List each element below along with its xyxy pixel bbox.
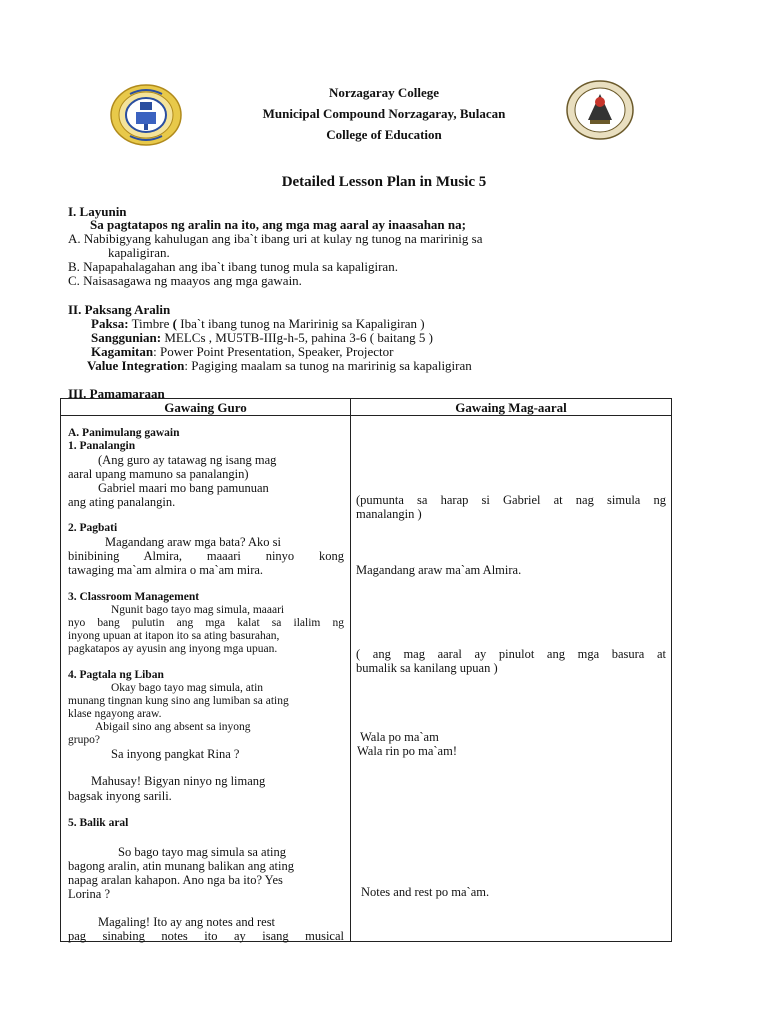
s4-line: Mahusay! Bigyan ninyo ng limang — [91, 774, 266, 788]
col-student-header: Gawaing Mag-aaral — [455, 400, 567, 415]
column-divider — [350, 399, 351, 941]
s3-line: inyong upuan at itapon ito sa ating basurahan, — [68, 630, 280, 642]
s1-heading: 1. Panalangin — [68, 440, 136, 452]
kagamitan-value: : Power Point Presentation, Speaker, Projector — [153, 344, 394, 359]
paksa-rest: Iba`t ibang tunog na Maririnig sa Kapaligiran ) — [176, 316, 425, 331]
s1-line: Gabriel maari mo bang pamunuan — [98, 481, 269, 495]
s4-line: Abigail sino ang absent sa inyong — [95, 721, 251, 733]
subject-heading: II. Paksang Aralin — [68, 302, 171, 317]
school-address: Municipal Compound Norzagaray, Bulacan — [262, 106, 506, 121]
paksa-label: Paksa: — [91, 316, 129, 331]
s5-line: Magaling! Ito ay ang notes and rest — [98, 915, 276, 929]
objectives-heading: I. Layunin — [68, 204, 127, 219]
s4-line: Okay bago tayo mag simula, atin — [111, 682, 264, 694]
s4-response: Wala po ma`am — [360, 730, 439, 744]
s5-line: bagong aralin, atin munang balikan ang ating — [68, 859, 294, 873]
sanggunian-label: Sanggunian: — [91, 330, 162, 345]
s4-line: bagsak inyong sarili. — [68, 789, 172, 803]
s4-line: grupo? — [68, 734, 100, 746]
s3-line: nyo bang pulutin ang mga kalat sa ilalim ng — [68, 617, 344, 629]
kagamitan-label: Kagamitan — [91, 344, 154, 359]
s4-response: Wala rin po ma`am! — [357, 744, 457, 758]
s2-line: tawaging ma`am almira o ma`am mira. — [68, 563, 264, 577]
s1-line: aaral upang mamuno sa panalangin) — [68, 467, 249, 481]
objective-c: C. Naisasagawa ng maayos ang mga gawain. — [68, 273, 302, 288]
procedure-table — [60, 398, 672, 942]
paksa-paren: ( — [172, 316, 177, 331]
s2-line: binibining Almira, maaari ninyo kong — [68, 549, 344, 563]
s2-heading: 2. Pagbati — [68, 522, 118, 534]
paksa-line — [91, 316, 425, 331]
s3-response: ( ang mag aaral ay pinulot ang mga basura at — [356, 647, 666, 661]
kagamitan-line — [91, 344, 393, 359]
s4-line: Sa inyong pangkat Rina ? — [111, 747, 240, 761]
s5-line: Lorina ? — [68, 887, 110, 901]
sanggunian-value: MELCs , MU5TB-IIIg-h-5, pahina 3-6 ( baitang 5 ) — [161, 330, 433, 345]
paksa-value: Timbre — [128, 316, 173, 331]
s1-response: manalangin ) — [356, 507, 422, 521]
objectives-intro: Sa pagtatapos ng aralin na ito, ang mga mag aaral ay inaasahan na; — [90, 217, 466, 232]
s5-heading: 5. Balik aral — [68, 817, 129, 829]
s2-response: Magandang araw ma`am Almira. — [356, 563, 522, 577]
s5-line: So bago tayo mag simula sa ating — [118, 845, 287, 859]
objective-b: B. Napapahalagahan ang iba`t ibang tunog mula sa kapaligiran. — [68, 259, 398, 274]
value-integration-value: : Pagiging maalam sa tunog na maririnig sa kapaligiran — [184, 358, 472, 373]
objective-a: A. Nabibigyang kahulugan ang iba`t ibang uri at kulay ng tunog na maririnig sa — [68, 231, 483, 246]
s1-line: ang ating panalangin. — [68, 495, 176, 509]
s5-line: pag sinabing notes ito ay isang musical — [68, 929, 344, 943]
s3-response: bumalik sa kanilang upuan ) — [356, 661, 498, 675]
s1-response: (pumunta sa harap si Gabriel at nag simula ng — [356, 493, 666, 507]
procedure-heading: III. Pamamaraan — [68, 386, 165, 401]
col-teacher-header: Gawaing Guro — [164, 400, 247, 415]
a-heading: A. Panimulang gawain — [68, 427, 180, 439]
s3-heading: 3. Classroom Management — [68, 591, 200, 603]
value-integration-line — [87, 358, 472, 373]
s5-line: napag aralan kahapon. Ano nga ba ito? Yes — [68, 873, 283, 887]
s2-line: Magandang araw mga bata? Ako si — [105, 535, 281, 549]
objective-a-cont: kapaligiran. — [108, 245, 170, 260]
s5-response: Notes and rest po ma`am. — [361, 885, 490, 899]
sanggunian-line — [91, 330, 433, 345]
s4-heading: 4. Pagtala ng Liban — [68, 669, 164, 681]
department-name: College of Education — [326, 127, 442, 142]
s4-line: munang tingnan kung sino ang lumiban sa ating — [68, 695, 289, 707]
document-title: Detailed Lesson Plan in Music 5 — [281, 174, 487, 190]
s4-line: klase ngayong araw. — [68, 708, 162, 720]
s3-line: Ngunit bago tayo mag simula, maaari — [111, 604, 285, 616]
value-integration-label: Value Integration — [87, 358, 185, 373]
school-name: Norzagaray College — [328, 85, 440, 100]
s1-line: (Ang guro ay tatawag ng isang mag — [98, 453, 277, 467]
s3-line: pagkatapos ay ayusin ang inyong mga upuan. — [68, 643, 278, 655]
